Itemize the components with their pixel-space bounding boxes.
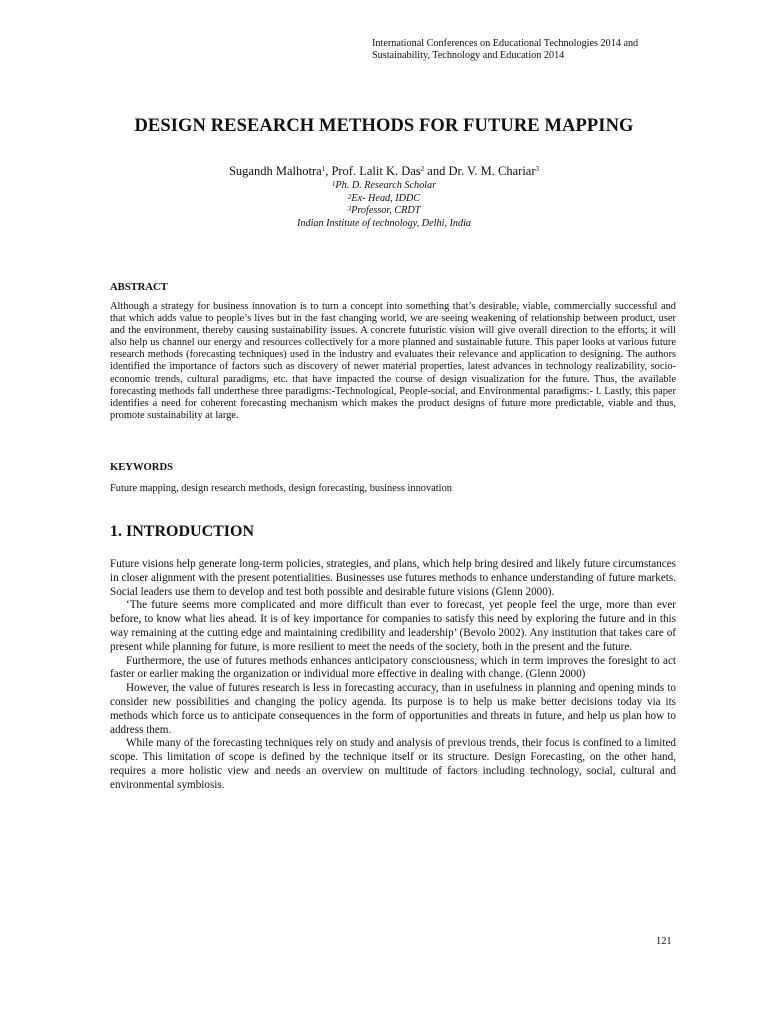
keywords-heading: KEYWORDS xyxy=(110,462,173,473)
page-number: 121 xyxy=(656,936,672,947)
author-name: , Prof. Lalit K. Das xyxy=(325,164,421,178)
affiliation-text: Professor, CRDT xyxy=(351,205,421,216)
author-superscript: 3 xyxy=(535,165,540,173)
affiliation-line xyxy=(0,205,768,218)
introduction-paragraph: While many of the forecasting techniques rely on study and analysis of previous trends, their focus is confined to a limited scope. This limitation of scope is defined by the technique itself or its structure. Design Forecasting, on the other hand, requires a more holistic view and needs an overview on multitude of factors including technology, social, cultural and environmental symbiosis. xyxy=(110,737,676,791)
introduction-paragraph: Future visions help generate long-term policies, strategies, and plans, which help bring desired and likely future circumstances in closer alignment with the present potentialities. Businesses use futures methods to enhance understanding of future markets. Social leaders use them to develop and test both possible and desirable future visions (Glenn 2000). xyxy=(110,558,676,598)
introduction-paragraph: Furthermore, the use of futures methods enhances anticipatory consciousness, which in term improves the foresight to act faster or earlier making the organization or individual more effective in dealing with change. (Glenn 2000) xyxy=(110,654,676,681)
author-superscript: 1 xyxy=(321,165,326,173)
author-name: and Dr. V. M. Chariar xyxy=(424,164,536,178)
introduction-paragraph: ‘The future seems more complicated and more difficult than ever to forecast, yet people feel the urge, more than ever before, to know what lies ahead. It is of key importance for companies to satisfy this need by exploring the future and in this way remaining at the cutting edge and maintaining credibility and leadership’ (Bevolo 2002). Any institution that takes care of present while planning for future, is more resilient to meet the needs of the society, both in the present and the future. xyxy=(110,599,676,653)
introduction-heading: 1. INTRODUCTION xyxy=(110,523,255,540)
affiliation-superscript: 3 xyxy=(347,205,352,213)
affiliation-line xyxy=(0,193,768,206)
paper-title: DESIGN RESEARCH METHODS FOR FUTURE MAPPING xyxy=(134,116,634,136)
affiliations xyxy=(0,180,768,230)
abstract-heading: ABSTRACT xyxy=(110,282,168,293)
abstract-text: Although a strategy for business innovation is to turn a concept into something that’s desirable, viable, commercially successful and that which adds value to people’s lives but in the fast changing world, we are seeing weakening of relationship between product, user and the environment, thereby causing sustainability issues. A concrete futuristic vision will give overall direction to the efforts; it will also help us channel our energy and resources collectively for a more planned and sustainable future. This paper looks at various future research methods (forecasting techniques) used in the industry and evaluates their relevance and application to designing. The authors identified the importance of factors such as discovery of newer material properties, latest advances in technology realizability, socio-economic trends, cultural paradigms, etc. that have impacted the course of design visualization for the future. Thus, the available forecasting methods fall underthese three paradigms:-Technological, People-social, and Environmental paradigms:- l. Lastly, this paper identifies a need for coherent forecasting mechanism which makes the product designs of future more predictable, viable and thus, promote sustainability at large. xyxy=(110,301,676,421)
affiliation-superscript: 1 xyxy=(331,180,336,188)
conference-header-line-1: International Conferences on Educational Technologies 2014 and xyxy=(372,38,639,49)
introduction-paragraph: However, the value of futures research is less in forecasting accuracy, than in usefulness in planning and opening minds to consider new possibilities and changing the policy agenda. Its purpose is to help us make better decisions today via its methods which force us to anticipate consequences in the form of opportunities and threats in future, and help us plan how to address them. xyxy=(110,682,676,736)
author-name: Sugandh Malhotra xyxy=(228,164,322,178)
institution: Indian Institute of technology, Delhi, India xyxy=(296,217,471,229)
affiliation-superscript: 2 xyxy=(347,192,352,201)
affiliation-line xyxy=(0,180,768,193)
conference-header xyxy=(372,38,712,62)
introduction-body xyxy=(110,558,676,793)
affiliation-text: Ex- Head, IDDC xyxy=(351,192,421,204)
author-list xyxy=(0,164,768,179)
affiliation-text: Ph. D. Research Scholar xyxy=(335,180,437,191)
author-superscript: 2 xyxy=(420,165,425,173)
conference-header-line-2: Sustainability, Technology and Education 2014 xyxy=(372,50,565,61)
keywords-text: Future mapping, design research methods, design forecasting, business innovation xyxy=(110,483,452,494)
